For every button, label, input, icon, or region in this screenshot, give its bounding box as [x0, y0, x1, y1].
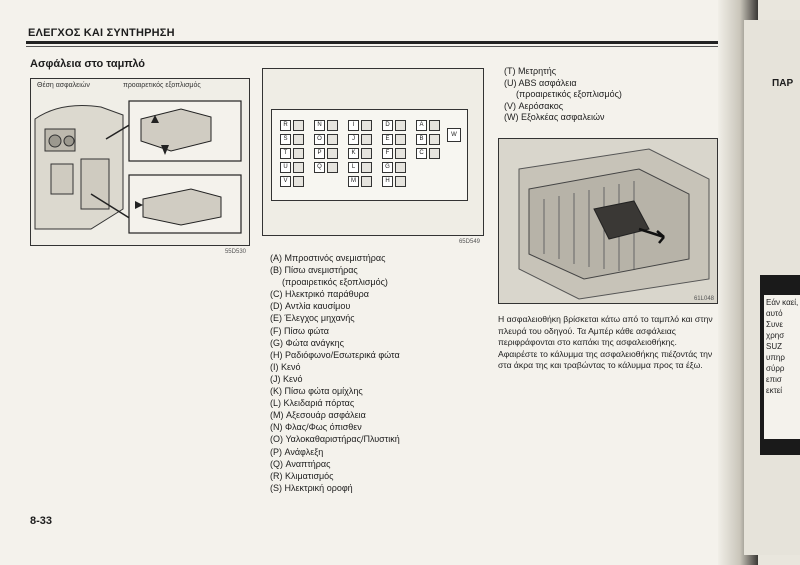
next-page-edge [744, 20, 800, 555]
fuse-contact [395, 162, 406, 173]
legend-item: (E) Έλεγχος μηχανής [270, 313, 355, 324]
fuse-position-label: Θέση ασφαλειών [37, 82, 90, 89]
fuse-slot: U [280, 162, 291, 173]
fuse-contact [361, 176, 372, 187]
legend-item: (Q) Αναπτήρας [270, 458, 331, 469]
legend-item: (F) Πίσω φώτα [270, 325, 329, 336]
legend-item: (A) Μπροστινός ανεμιστήρας [270, 253, 386, 263]
legend-item: (S) Ηλεκτρική οροφή [270, 482, 353, 493]
legend-item: (προαιρετικός εξοπλισμός) [282, 277, 388, 288]
fuse-slot: A [416, 120, 427, 131]
fuse-contact [293, 134, 304, 145]
fuse-slot: C [416, 148, 427, 159]
figure3-code: 61L048 [693, 296, 714, 302]
fuse-box-photo-illustration [499, 139, 717, 303]
fuse-slot: P [314, 148, 325, 159]
legend-item: (προαιρετικός εξοπλισμός) [516, 89, 622, 99]
legend-item: (M) Αξεσουάρ ασφάλεια [270, 410, 366, 421]
fuse-contact [327, 162, 338, 173]
legend-item: (L) Κλειδαριά πόρτας [270, 398, 355, 409]
legend-item: (P) Ανάφλεξη [270, 446, 324, 457]
fuse-slot: M [348, 176, 359, 187]
fuse-contact [293, 162, 304, 173]
fuse-contact [395, 176, 406, 187]
fuse-slot: E [382, 134, 393, 145]
fuse-box-photo [498, 138, 718, 304]
fuse-contact [293, 120, 304, 131]
fuse-contact [395, 134, 406, 145]
fuse-slot: H [382, 176, 393, 187]
fuse-slot: R [280, 120, 291, 131]
dashboard-illustration [31, 79, 249, 245]
fuse-location-figure [30, 78, 250, 255]
figure2-code: 65D549 [458, 239, 480, 245]
fuse-contact [293, 176, 304, 187]
legend-item: (T) Μετρητής [504, 66, 557, 76]
section-title: Ασφάλεια στο ταμπλό [30, 58, 146, 70]
fuse-contact [429, 134, 440, 145]
fuse-slot: T [280, 148, 291, 159]
fuse-puller: W [447, 128, 461, 142]
legend-item: (K) Πίσω φώτα ομίχλης [270, 386, 363, 397]
fuse-slot: V [280, 176, 291, 187]
header-subrule [26, 46, 728, 47]
fuse-slot: B [416, 134, 427, 145]
fuse-contact [429, 120, 440, 131]
next-page-title: ΠΑΡ [772, 78, 794, 89]
next-page-text: Εάν καεί, αυτό Συνε χρησ SUZ υπηρ σύρρ επισ εκτεί [764, 295, 800, 439]
legend-item: (N) Φλας/Φως όπισθεν [270, 422, 362, 433]
fuse-box-description: Η ασφαλειοθήκη βρίσκεται κάτω από το ταμπλό και στην πλευρά του οδηγού. Τα Αμπέρ κάθε ασφάλειας περιφράφονται στο καπάκι της ασφαλειοθήκης. Αφαιρέστε το κάλυμμα της ασφαλειοθήκης πιέζοντάς την στα άκρα της και τραβώντας το κάλυμμα προς τα έξω. [498, 314, 713, 371]
legend-item: (C) Ηλεκτρικό παράθυρα [270, 289, 369, 300]
fuse-contact [327, 148, 338, 159]
figure1-code: 55D530 [224, 249, 246, 255]
page-number: 8-33 [30, 515, 53, 527]
fuse-box-figure [262, 68, 484, 245]
fuse-box-diagram [271, 109, 468, 201]
legend-item: (B) Πίσω ανεμιστήρας [270, 265, 358, 276]
fuse-slot: I [348, 120, 359, 131]
fuse-slot: G [382, 162, 393, 173]
fuse-legend-left [270, 252, 400, 494]
legend-item: (V) Αερόσακος [504, 100, 564, 111]
fuse-slot: J [348, 134, 359, 145]
fuse-slot: N [314, 120, 325, 131]
optional-equipment-label: προαιρετικός εξοπλισμός [123, 82, 201, 89]
fuse-slot: L [348, 162, 359, 173]
legend-item: (R) Κλιματισμός [270, 470, 334, 481]
fuse-slot: K [348, 148, 359, 159]
fuse-legend-right [504, 66, 622, 124]
fuse-contact [361, 162, 372, 173]
fuse-contact [327, 120, 338, 131]
fuse-contact [429, 148, 440, 159]
fuse-slot: Q [314, 162, 325, 173]
fuse-slot: F [382, 148, 393, 159]
legend-item: (I) Κενό [270, 361, 301, 372]
legend-item: (G) Φώτα ανάγκης [270, 337, 344, 348]
legend-item: (W) Εξολκέας ασφαλειών [504, 112, 605, 122]
fuse-contact [327, 134, 338, 145]
fuse-contact [361, 120, 372, 131]
fuse-contact [395, 148, 406, 159]
fuse-contact [395, 120, 406, 131]
fuse-slot: S [280, 134, 291, 145]
fuse-slot: D [382, 120, 393, 131]
fuse-contact [361, 134, 372, 145]
chapter-header: ΕΛΕΓΧΟΣ ΚΑΙ ΣΥΝΤΗΡΗΣΗ [28, 27, 175, 39]
header-rule [26, 41, 728, 44]
legend-item: (J) Κενό [270, 373, 303, 384]
legend-item: (H) Ραδιόφωνο/Εσωτερικά φώτα [270, 349, 400, 360]
legend-item: (O) Υαλοκαθαριστήρας/Πλυστική [270, 434, 400, 445]
fuse-contact [361, 148, 372, 159]
fuse-contact [293, 148, 304, 159]
legend-item: (D) Αντλία καυσίμου [270, 301, 351, 312]
legend-item: (U) ABS ασφάλεια [504, 77, 577, 88]
fuse-slot: O [314, 134, 325, 145]
